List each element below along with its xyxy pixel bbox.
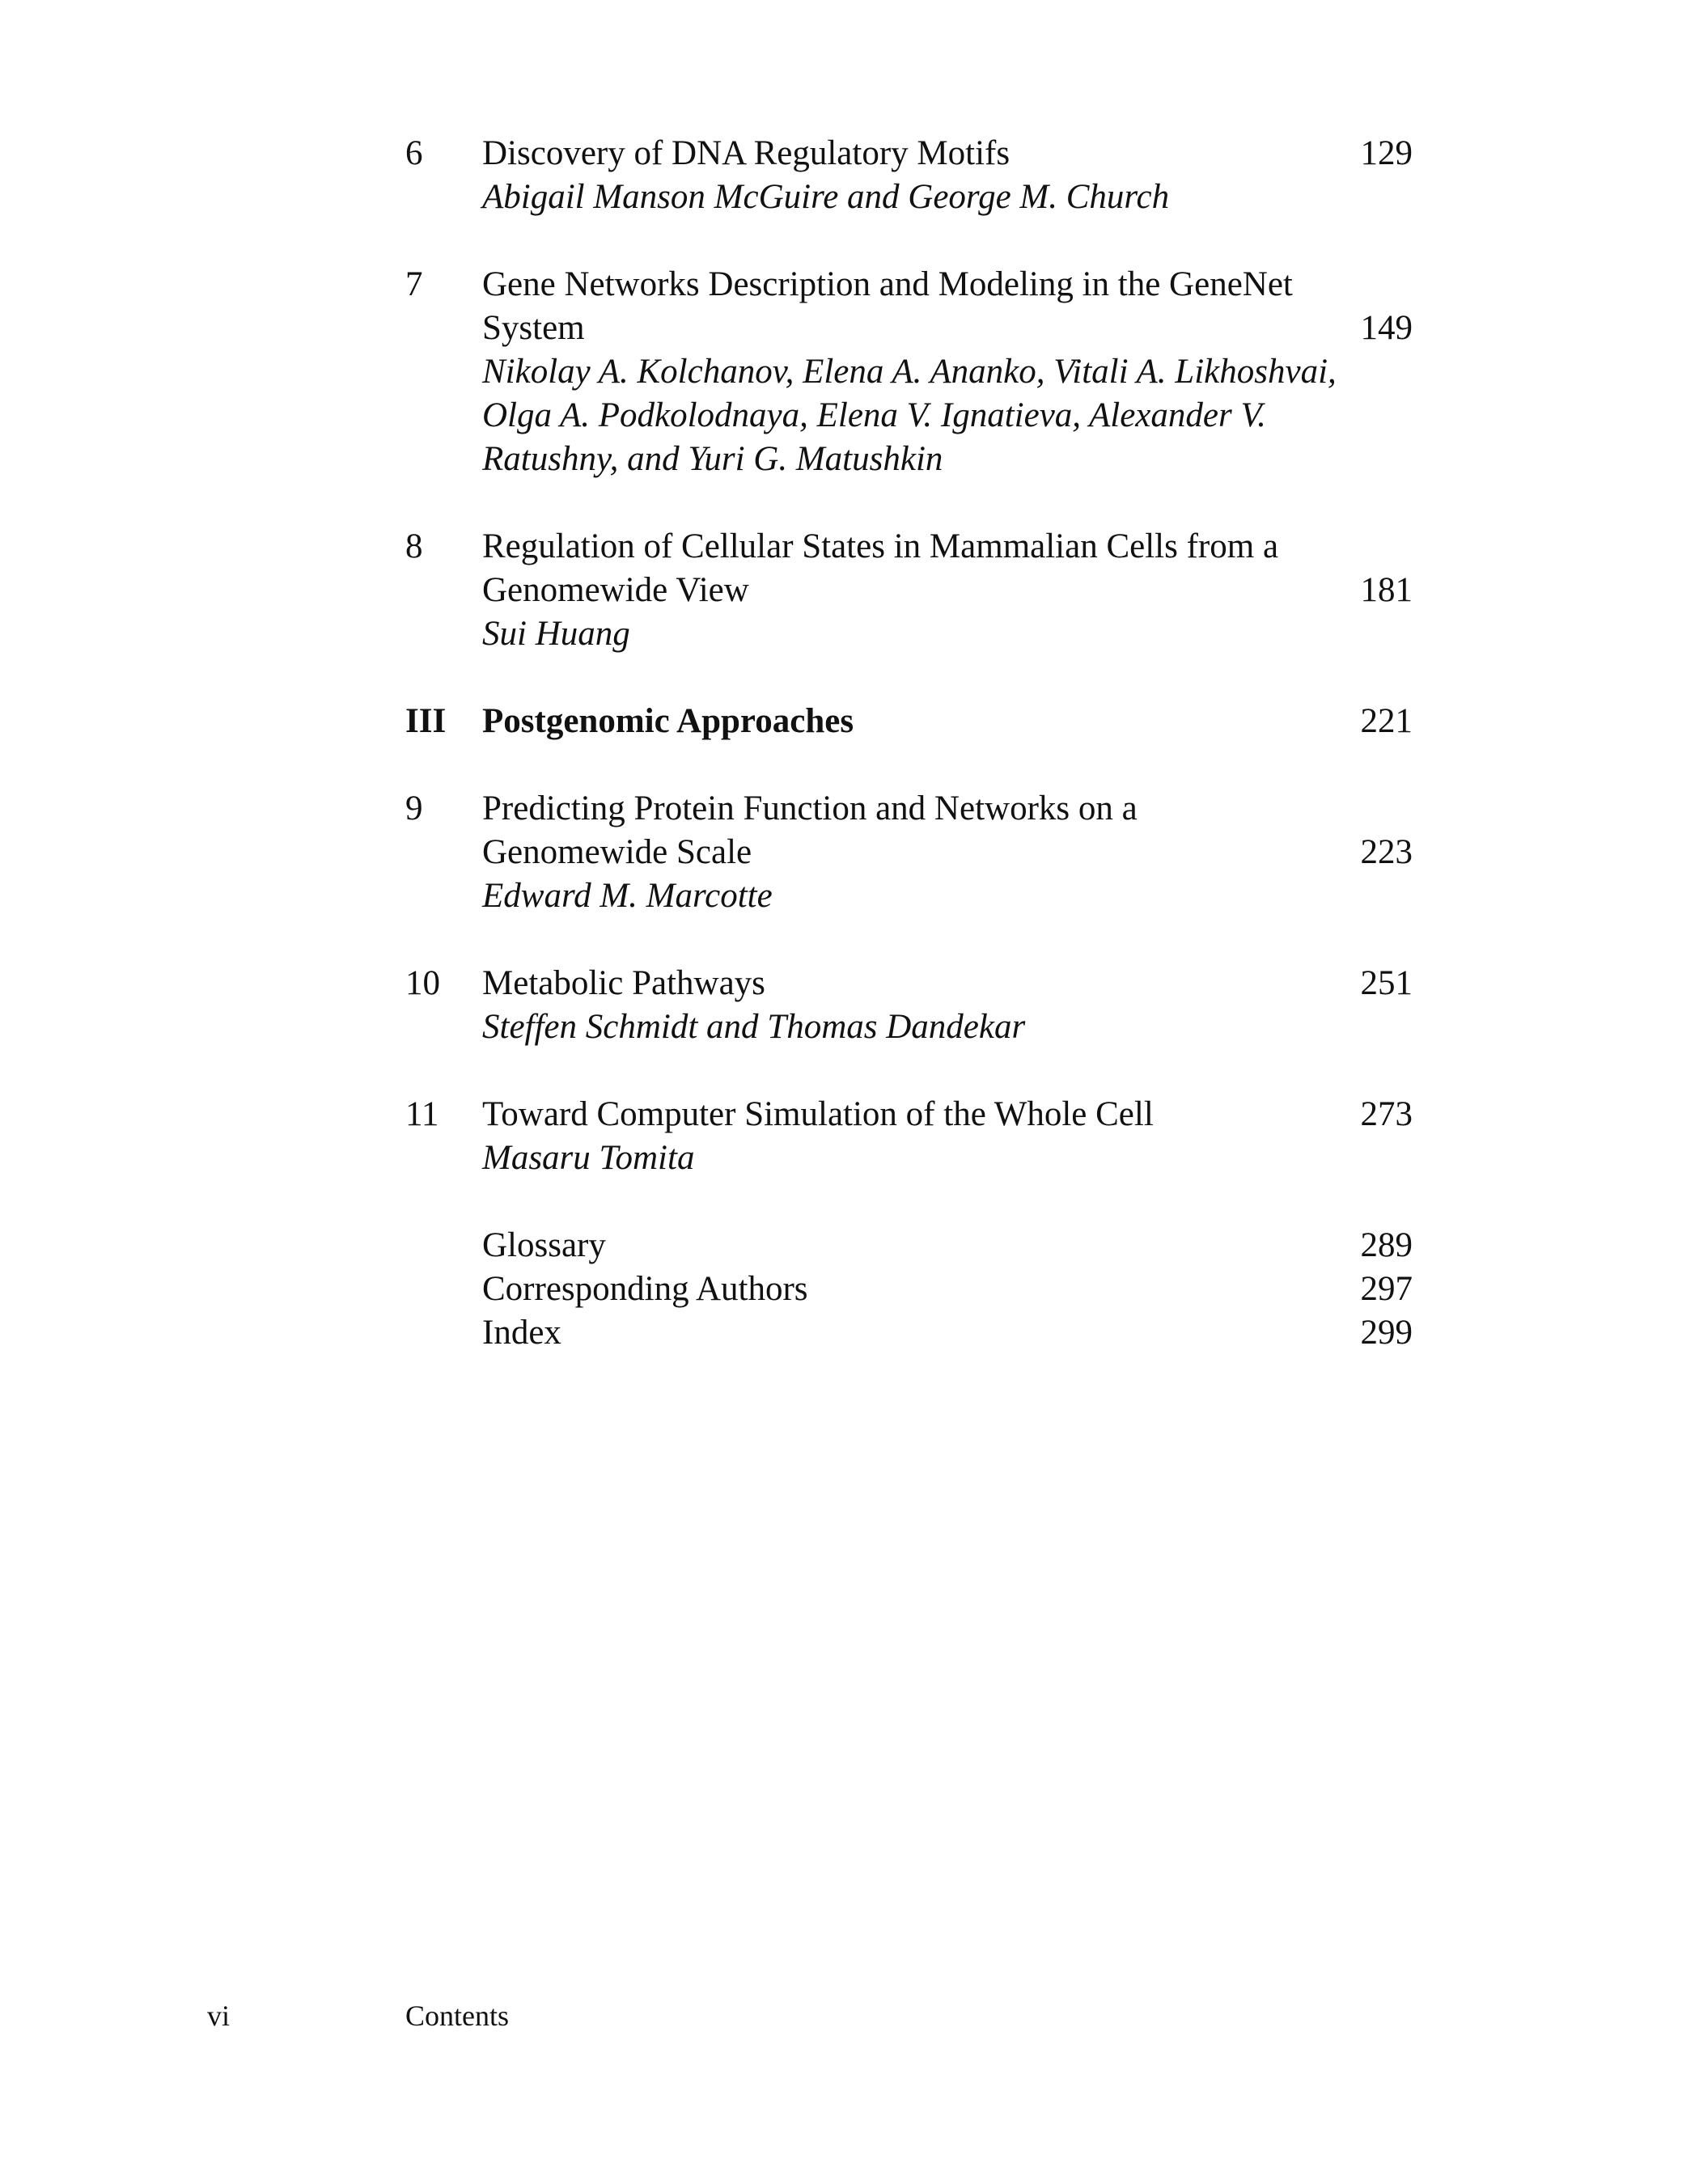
table-of-contents <box>405 132 1506 1355</box>
back-matter-title: Corresponding Authors <box>482 1270 808 1308</box>
chapter-title-text: Predicting Protein Function and Networks on a <box>482 789 1138 827</box>
chapter-title-text: Gene Networks Description and Modeling in the GeneNet <box>482 265 1293 303</box>
chapter-authors: Sui Huang <box>482 615 630 653</box>
chapter-number: 10 <box>405 964 440 1002</box>
back-matter-title: Index <box>482 1314 561 1352</box>
chapter-title-line <box>482 525 1413 569</box>
part-number: III <box>405 702 447 740</box>
chapter-authors: Ratushny, and Yuri G. Matushkin <box>482 440 943 478</box>
toc-entry-corresponding-authors[interactable] <box>482 1268 1413 1311</box>
chapter-authors: Edward M. Marcotte <box>482 877 773 915</box>
chapter-authors: Steffen Schmidt and Thomas Dandekar <box>482 1008 1026 1046</box>
toc-back-matter <box>405 1224 1506 1355</box>
toc-entry-chapter-10[interactable] <box>405 962 1506 1049</box>
chapter-title-text: Regulation of Cellular States in Mammalian Cells from a <box>482 527 1279 565</box>
toc-entry-part-3[interactable] <box>405 700 1506 743</box>
page-number: 273 <box>1360 1095 1413 1133</box>
chapter-authors: Masaru Tomita <box>482 1139 695 1177</box>
page-number: 129 <box>1360 134 1413 172</box>
chapter-number: 8 <box>405 527 423 565</box>
toc-entry-chapter-8[interactable] <box>405 525 1506 656</box>
page-number: 181 <box>1360 571 1413 609</box>
chapter-number: 9 <box>405 789 423 827</box>
chapter-authors: Nikolay A. Kolchanov, Elena A. Ananko, Vitali A. Likhoshvai, <box>482 353 1337 391</box>
part-title-line <box>482 700 1413 743</box>
chapter-authors: Abigail Manson McGuire and George M. Church <box>482 178 1170 216</box>
chapter-number: 7 <box>405 265 423 303</box>
chapter-title-line <box>482 962 1413 1005</box>
toc-entry-chapter-7[interactable] <box>405 263 1506 481</box>
page-number: 149 <box>1360 309 1413 347</box>
chapter-title-line <box>482 132 1413 176</box>
page-number: 297 <box>1360 1270 1413 1308</box>
toc-entry-glossary[interactable] <box>482 1224 1413 1268</box>
page-folio: vi <box>207 2000 231 2032</box>
chapter-title-line <box>482 263 1413 307</box>
chapter-title-line <box>482 787 1413 831</box>
chapter-number: 6 <box>405 134 423 172</box>
toc-entry-chapter-11[interactable] <box>405 1093 1506 1180</box>
chapter-title-text: Discovery of DNA Regulatory Motifs <box>482 134 1011 172</box>
chapter-title-text: Toward Computer Simulation of the Whole Cell <box>482 1095 1154 1133</box>
page-number: 289 <box>1360 1226 1413 1264</box>
chapter-title-line <box>482 307 1413 350</box>
part-title-text: Postgenomic Approaches <box>482 702 854 740</box>
back-matter-title: Glossary <box>482 1226 606 1264</box>
toc-entry-chapter-6[interactable] <box>405 132 1506 219</box>
chapter-authors: Olga A. Podkolodnaya, Elena V. Ignatieva, Alexander V. <box>482 396 1266 434</box>
chapter-title-line <box>482 831 1413 874</box>
chapter-title-line <box>482 1093 1413 1136</box>
toc-entry-index[interactable] <box>482 1311 1413 1355</box>
running-head: Contents <box>405 2000 510 2032</box>
page-number: 223 <box>1360 833 1413 871</box>
chapter-title-text: System <box>482 309 585 347</box>
chapter-title-text: Metabolic Pathways <box>482 964 765 1002</box>
page-number: 221 <box>1360 702 1413 740</box>
chapter-title-text: Genomewide View <box>482 571 749 609</box>
page-number: 251 <box>1360 964 1413 1002</box>
toc-entry-chapter-9[interactable] <box>405 787 1506 918</box>
page-number: 299 <box>1360 1314 1413 1352</box>
chapter-title-line <box>482 569 1413 612</box>
chapter-number: 11 <box>405 1095 439 1133</box>
chapter-title-text: Genomewide Scale <box>482 833 752 871</box>
